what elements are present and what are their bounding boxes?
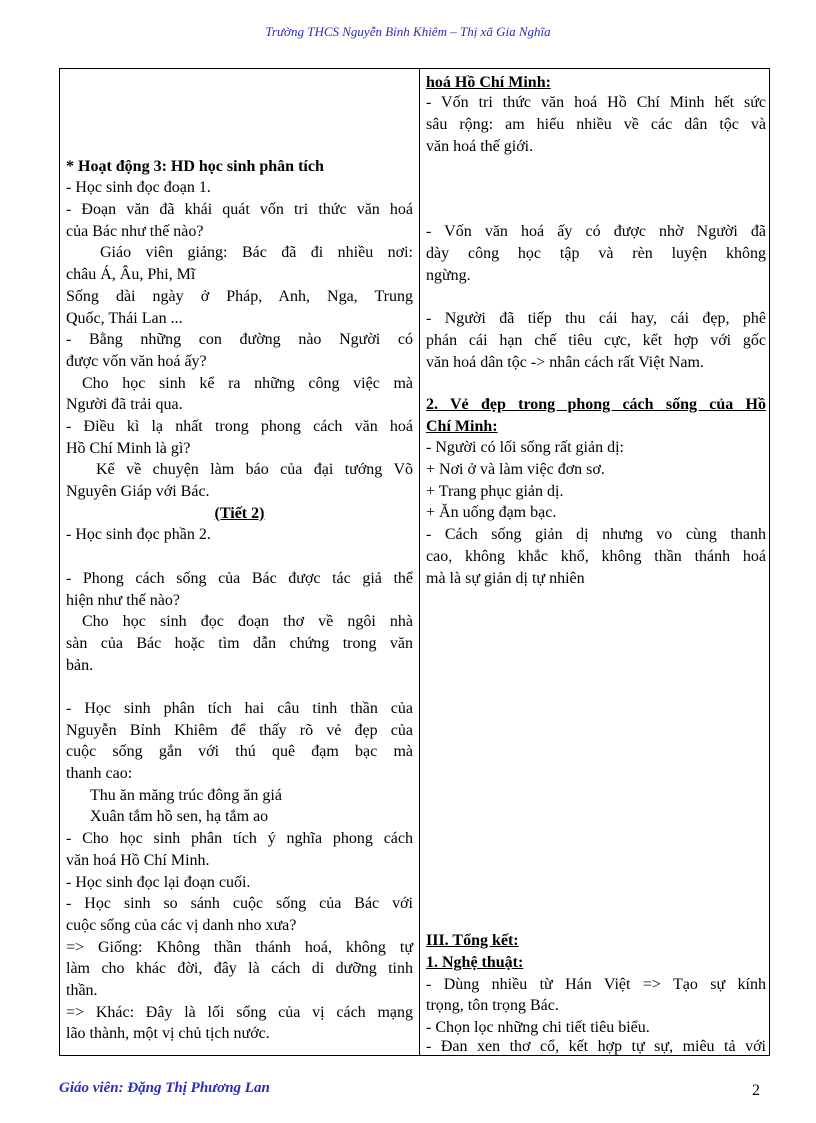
left-line: Quốc, Thái Lan ...: [66, 310, 183, 327]
page-number: 2: [752, 1082, 760, 1099]
page-header: Trường THCS Nguyễn Bỉnh Khiêm – Thị xã Gia Nghĩa: [265, 24, 551, 39]
section-2-heading: 2. Vẻ đẹp trong phong cách sống của Hồ: [426, 396, 766, 413]
left-line: Giáo viên giảng: Bác đã đi nhiều nơi:: [100, 244, 413, 261]
right-line: - Đan xen thơ cổ, kết hợp tự sự, miêu tả với: [426, 1038, 766, 1055]
left-line: lão thành, một vị chủ tịch nước.: [66, 1025, 270, 1042]
content-column: [420, 69, 769, 1055]
lesson-table: [59, 68, 770, 1056]
section-3-heading: III. Tổng kết:: [426, 932, 519, 949]
right-line: + Trang phục giản dị.: [426, 483, 564, 500]
right-line: phán cái hạn chế tiêu cực, kết hợp với gốc: [426, 332, 766, 349]
right-line: trọng, tôn trọng Bác.: [426, 997, 559, 1014]
left-line: cuộc sống gắn với thú quê đạm bạc mà: [66, 743, 413, 760]
teacher-name: Giáo viên: Đặng Thị Phương Lan: [59, 1080, 270, 1096]
right-line: + Ăn uống đạm bạc.: [426, 504, 557, 521]
left-line: của Bác như thế nào?: [66, 223, 204, 240]
right-line: - Dùng nhiều từ Hán Việt => Tạo sự kính: [426, 976, 766, 993]
left-line: bản.: [66, 657, 94, 674]
left-line: cuộc sống của các vị danh nho xưa?: [66, 917, 297, 934]
poem-line: Xuân tắm hồ sen, hạ tắm ao: [90, 808, 269, 825]
left-line: Cho học sinh đọc đoạn thơ về ngôi nhà: [82, 613, 413, 630]
left-line: - Đoạn văn đã khái quát vốn tri thức văn hoá: [66, 201, 413, 218]
right-line: văn hoá thế giới.: [426, 138, 534, 155]
left-line: văn hoá Hồ Chí Minh.: [66, 852, 210, 869]
right-line: - Chọn lọc những chi tiết tiêu biểu.: [426, 1019, 650, 1036]
left-line: châu Á, Âu, Phi, Mĩ: [66, 266, 196, 283]
left-line: - Bằng những con đường nào Người có: [66, 331, 413, 348]
right-line: - Cách sống giản dị nhưng vo cùng thanh: [426, 526, 766, 543]
left-line: - Phong cách sống của Bác được tác giả thể: [66, 570, 413, 587]
left-line: hiện như thế nào?: [66, 592, 180, 609]
left-line: làm cho khác đời, đây là cách di dưỡng tinh: [66, 960, 413, 977]
right-line: cao, không khắc khổ, không thần thánh hoá: [426, 548, 766, 565]
right-line: - Người có lối sống rất giản dị:: [426, 439, 624, 456]
left-line: Hồ Chí Minh là gì?: [66, 440, 191, 457]
right-line: - Người đã tiếp thu cái hay, cái đẹp, phê: [426, 310, 766, 327]
left-line: - Học sinh đọc đoạn 1.: [66, 179, 211, 196]
left-line: => Khác: Đây là lối sống của vị cách mạng: [66, 1004, 413, 1021]
poem-line: Thu ăn măng trúc đông ăn giá: [90, 787, 282, 804]
left-line: Người đã trải qua.: [66, 396, 183, 413]
left-line: - Học sinh đọc phần 2.: [66, 526, 211, 543]
left-line: Sống dài ngày ở Pháp, Anh, Nga, Trung: [66, 288, 413, 305]
section-heading-continued: hoá Hồ Chí Minh:: [426, 74, 551, 91]
right-line: + Nơi ở và làm việc đơn sơ.: [426, 461, 605, 478]
left-line: - Học sinh đọc lại đoạn cuối.: [66, 874, 251, 891]
left-line: Cho học sinh kể ra những công việc mà: [82, 375, 413, 392]
right-line: dày công học tập và rèn luyện không: [426, 245, 766, 262]
right-line: sâu rộng: am hiểu nhiều về các dân tộc và: [426, 116, 766, 133]
left-line: thần.: [66, 982, 98, 999]
left-line: - Điều kì lạ nhất trong phong cách văn hoá: [66, 418, 413, 435]
activity-heading: * Hoạt động 3: HD học sinh phân tích: [66, 158, 324, 175]
left-line: - Học sinh so sánh cuộc sống của Bác với: [66, 895, 413, 912]
left-line: - Học sinh phân tích hai câu tinh thần của: [66, 700, 413, 717]
right-line: - Vốn văn hoá ấy có được nhờ Người đã: [426, 223, 766, 240]
section-2-heading-cont: Chí Minh:: [426, 418, 498, 435]
left-line: được vốn văn hoá ấy?: [66, 353, 207, 370]
left-line: sàn của Bác hoặc tìm dẫn chứng trong văn: [66, 635, 413, 652]
lesson-period-heading: (Tiết 2): [214, 505, 265, 522]
left-line: thanh cao:: [66, 765, 133, 782]
left-line: Nguyễn Bỉnh Khiêm để thấy rõ vẻ đẹp của: [66, 722, 413, 739]
art-subheading: 1. Nghệ thuật:: [426, 954, 524, 971]
right-line: ngừng.: [426, 267, 471, 284]
right-line: văn hoá dân tộc -> nhân cách rất Việt Nam.: [426, 354, 704, 371]
teacher-activity-column: [60, 69, 420, 1055]
right-line: - Vốn tri thức văn hoá Hồ Chí Minh hết sức: [426, 94, 766, 111]
left-line: - Cho học sinh phân tích ý nghĩa phong cách: [66, 830, 413, 847]
left-line: Nguyên Giáp với Bác.: [66, 483, 210, 500]
right-line: mà là sự giản dị tự nhiên: [426, 570, 585, 587]
left-line: Kể về chuyện làm báo của đại tướng Võ: [96, 461, 413, 478]
left-line: => Giống: Không thần thánh hoá, không tự: [66, 939, 413, 956]
